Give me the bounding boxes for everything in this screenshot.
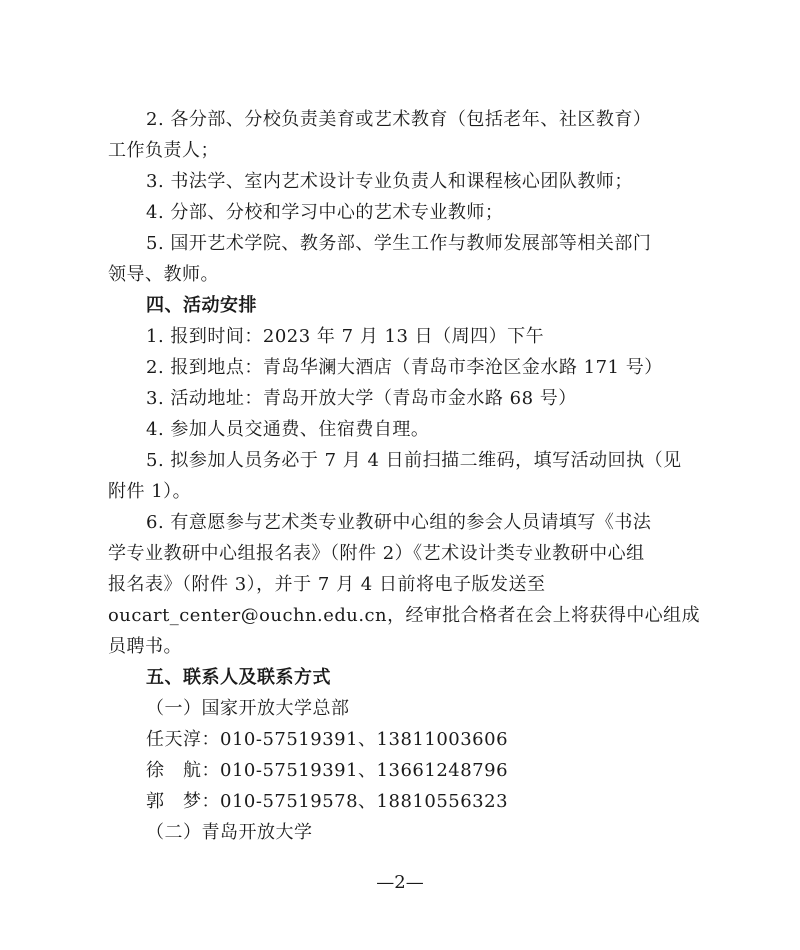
schedule-item-application-cont-1: 学专业教研中心组报名表》（附件 2）《艺术设计类专业教研中心组 (108, 543, 645, 564)
schedule-item-registration: 5. 拟参加人员务必于 7 月 4 日前扫描二维码，填写活动回执（见 (146, 450, 682, 471)
list-item-participant-5-cont: 领导、教师。 (108, 264, 219, 285)
page-number: —2— (376, 872, 424, 893)
list-item-participant-5: 5. 国开艺术学院、教务部、学生工作与教师发展部等相关部门 (146, 233, 652, 254)
list-item-participant-2-cont: 工作负责人； (108, 140, 219, 161)
schedule-item-application-email: oucart_center@ouchn.edu.cn，经审批合格者在会上将获得中心组成 (108, 605, 701, 626)
contact-group-headquarters: （一）国家开放大学总部 (146, 698, 350, 719)
schedule-item-application-cont-2: 报名表》（附件 3），并于 7 月 4 日前将电子版发送至 (108, 574, 546, 595)
section-heading-schedule: 四、活动安排 (146, 295, 257, 316)
schedule-item-application: 6. 有意愿参与艺术类专业教研中心组的参会人员请填写《书法 (146, 512, 652, 533)
list-item-participant-3: 3. 书法学、室内艺术设计专业负责人和课程核心团队教师； (146, 171, 633, 192)
list-item-participant-2: 2. 各分部、分校负责美育或艺术教育（包括老年、社区教育） (146, 109, 652, 130)
schedule-item-expenses: 4. 参加人员交通费、住宿费自理。 (146, 419, 430, 440)
schedule-item-application-cont-3: 员聘书。 (108, 636, 182, 657)
list-item-participant-4: 4. 分部、分校和学习中心的艺术专业教师； (146, 202, 504, 223)
contact-ren-tianchun: 任天淳：010-57519391、13811003606 (146, 729, 509, 750)
schedule-item-venue: 3. 活动地址：青岛开放大学（青岛市金水路 68 号） (146, 388, 577, 409)
schedule-item-registration-cont: 附件 1）。 (108, 481, 192, 502)
contact-guo-meng: 郭 梦：010-57519578、18810556323 (146, 791, 509, 812)
contact-xu-hang: 徐 航：010-57519391、13661248796 (146, 760, 509, 781)
schedule-item-checkin-time: 1. 报到时间：2023 年 7 月 13 日（周四）下午 (146, 326, 545, 347)
contact-group-qingdao: （二）青岛开放大学 (146, 822, 313, 843)
section-heading-contacts: 五、联系人及联系方式 (146, 667, 331, 688)
schedule-item-checkin-location: 2. 报到地点：青岛华澜大酒店（青岛市李沧区金水路 171 号） (146, 357, 663, 378)
